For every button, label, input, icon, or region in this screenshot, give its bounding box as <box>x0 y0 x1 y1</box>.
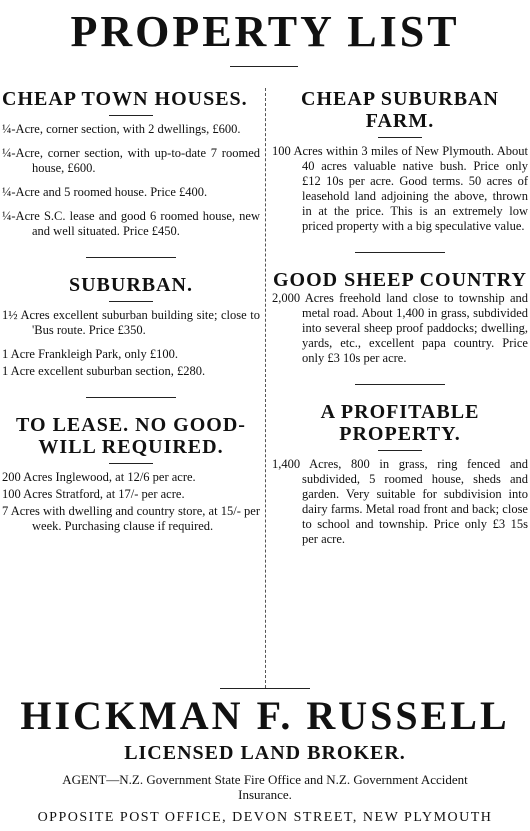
listing-item: 1 Acre Frankleigh Park, only £100. <box>2 347 179 361</box>
listing-item: 7 Acres with dwelling and country store, at 15/- per week. Purchasing clause if required. <box>2 504 260 533</box>
profitable-property-heading: A PROFITABLE PROPERTY. <box>320 401 480 445</box>
section-divider <box>355 252 445 253</box>
profitable-property-description: 1,400 Acres, 800 in grass, ring fenced and subdivided, 5 roomed house, sheds and garden. Very suitable for subdivision into dairy farms. Metal road front and back; close to school and township. Price only £3 15s per acre. <box>272 457 528 546</box>
listing-item: 1½ Acres excellent suburban building site; close to 'Bus route. Price £350. <box>2 308 260 337</box>
listing-item: ¼-Acre and 5 roomed house. Price £400. <box>2 185 208 199</box>
agent-line: AGENT—N.Z. Government State Fire Office and N.Z. Government Accident Insurance. <box>62 772 468 802</box>
footer-divider <box>220 688 310 689</box>
section-divider <box>378 137 422 138</box>
title-divider <box>230 66 298 67</box>
section-divider <box>355 384 445 385</box>
farm-description: 100 Acres within 3 miles of New Plymouth. About 40 acres valuable native bush. Price only £12 10s per acre. Good terms. 50 acres of leasehold land adjoining the above, thrown in at the price. This is an extremely low priced property with a big speculative value. <box>272 144 528 233</box>
listing-item: 1 Acre excellent suburban section, £280. <box>2 364 206 378</box>
section-divider <box>109 301 153 302</box>
lease-heading: TO LEASE. NO GOOD-WILL REQUIRED. <box>16 414 246 458</box>
sheep-country-heading: GOOD SHEEP COUNTRY <box>273 269 527 291</box>
suburban-heading: SUBURBAN. <box>68 274 194 296</box>
suburban-farm-heading: CHEAP SUBURBAN FARM. <box>301 88 499 132</box>
listing-item: 200 Acres Inglewood, at 12/6 per acre. <box>2 470 196 484</box>
listing-item: 100 Acres Stratford, at 17/- per acre. <box>2 487 185 501</box>
town-houses-heading: CHEAP TOWN HOUSES. <box>2 88 248 110</box>
broker-name: HICKMAN F. RUSSELL <box>20 693 510 738</box>
section-divider <box>378 450 422 451</box>
listing-item: ¼-Acre S.C. lease and good 6 roomed house, new and well situated. Price £450. <box>2 209 260 238</box>
listing-item: ¼-Acre, corner section, with up-to-date 7 roomed house, £600. <box>2 146 260 175</box>
broker-title: LICENSED LAND BROKER. <box>124 742 406 764</box>
left-column <box>2 88 260 543</box>
section-divider <box>86 257 176 258</box>
right-column <box>272 88 528 547</box>
address-line: OPPOSITE POST OFFICE, DEVON STREET, NEW PLYMOUTH <box>37 810 493 825</box>
page-title: PROPERTY LIST <box>70 7 460 56</box>
listing-item: ¼-Acre, corner section, with 2 dwellings, £600. <box>2 122 241 136</box>
sheep-country-description: 2,000 Acres freehold land close to township and metal road. About 1,400 in grass, subdivided into several sheep proof paddocks; dwelling, yards, etc., excellent papa country. Price only £3 10s per acre. <box>272 291 528 365</box>
column-divider <box>265 88 266 688</box>
section-divider <box>86 397 176 398</box>
section-divider <box>109 463 153 464</box>
section-divider <box>109 115 153 116</box>
